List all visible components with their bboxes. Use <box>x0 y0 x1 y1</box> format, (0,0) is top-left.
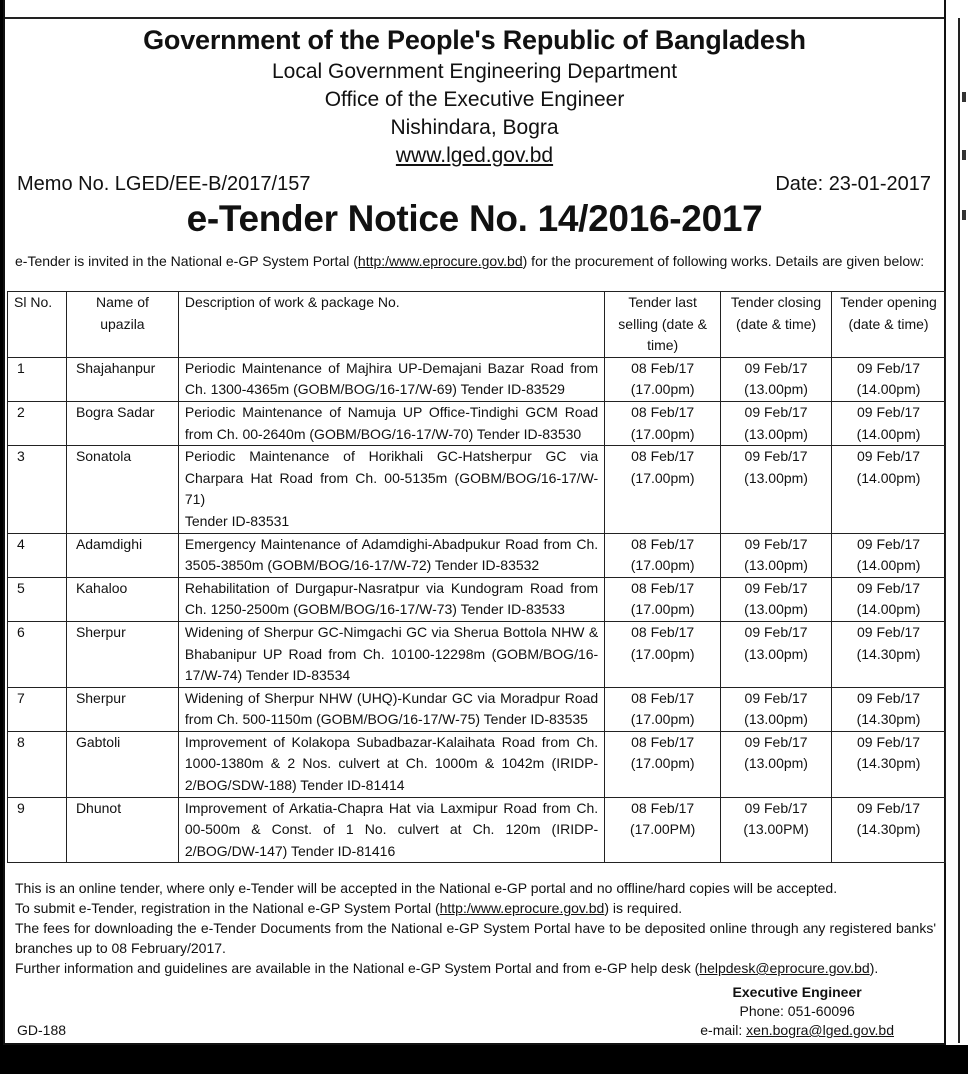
cell-sl: 6 <box>8 621 67 687</box>
table-row <box>8 357 946 401</box>
cell-description: Periodic Maintenance of Namuja UP Office-Tindighi GCM Road from Ch. 00-2640m (GOBM/BOG/16-17/W-70) Tender ID-83530 <box>178 401 604 445</box>
cell-upazila: Shajahanpur <box>66 357 178 401</box>
cell-closing: 09 Feb/17 (13.00pm) <box>721 357 832 401</box>
table-row <box>8 797 946 863</box>
registration-link[interactable]: http:/www.eprocure.gov.bd <box>439 900 605 916</box>
scan-mark <box>962 150 966 160</box>
cell-description: Widening of Sherpur NHW (UHQ)-Kundar GC via Moradpur Road from Ch. 500-1150m (GOBM/BOG/16-17/W-75) Tender ID-83535 <box>178 687 604 731</box>
cell-closing: 09 Feb/17 (13.00pm) <box>721 731 832 797</box>
signatory-email <box>700 1021 894 1040</box>
cell-upazila: Sherpur <box>66 687 178 731</box>
cell-description: Emergency Maintenance of Adamdighi-Abadpukur Road from Ch. 3505-3850m (GOBM/BOG/16-17/W-72) Tender ID-83532 <box>178 533 604 577</box>
cell-sl: 4 <box>8 533 67 577</box>
cell-sl: 9 <box>8 797 67 863</box>
footer-note-online: This is an online tender, where only e-Tender will be accepted in the National e-GP portal and no offline/hard copies will be accepted. <box>15 880 838 896</box>
reference-code: GD-188 <box>17 1022 67 1038</box>
website-link[interactable]: www.lged.gov.bd <box>395 144 554 167</box>
cell-upazila: Bogra Sadar <box>66 401 178 445</box>
table-row <box>8 577 946 621</box>
cell-selling: 08 Feb/17 (17.00pm) <box>605 687 721 731</box>
cell-sl: 7 <box>8 687 67 731</box>
col-header-description: Description of work & package No. <box>178 292 604 358</box>
col-header-upazila: Name of upazila <box>66 292 178 358</box>
cell-description: Rehabilitation of Durgapur-Nasratpur via Kundogram Road from Ch. 1250-2500m (GOBM/BOG/16-17/W-73) Tender ID-83533 <box>178 577 604 621</box>
office-name: Office of the Executive Engineer <box>324 88 625 111</box>
footer-note-text: ) is required. <box>604 900 683 916</box>
table-header-row <box>8 292 946 358</box>
notice-date: Date: 23-01-2017 <box>775 173 931 195</box>
cell-upazila: Dhunot <box>66 797 178 863</box>
cell-description-text: Periodic Maintenance of Horikhali GC-Hatsherpur GC via Charpara Hat Road from Ch. 00-5135m (GOBM/BOG/16-17/W-71) <box>184 448 599 508</box>
helpdesk-email-link[interactable]: helpdesk@eprocure.gov.bd <box>699 960 870 976</box>
cell-opening: 09 Feb/17 (14.00pm) <box>832 533 946 577</box>
intro-text-before: e-Tender is invited in the National e-GP System Portal ( <box>15 253 358 269</box>
table-row <box>8 533 946 577</box>
cell-upazila: Sherpur <box>66 621 178 687</box>
col-header-opening: Tender opening (date & time) <box>832 292 946 358</box>
cell-selling: 08 Feb/17 (17.00pm) <box>605 621 721 687</box>
footer-note-helpdesk <box>15 958 936 978</box>
cell-opening: 09 Feb/17 (14.00pm) <box>832 446 946 533</box>
memo-number: Memo No. LGED/EE-B/2017/157 <box>17 173 311 195</box>
cell-selling: 08 Feb/17 (17.00pm) <box>605 446 721 533</box>
footer-note-text: ). <box>869 960 879 976</box>
cell-sl: 8 <box>8 731 67 797</box>
cell-opening: 09 Feb/17 (14.30pm) <box>832 687 946 731</box>
scan-mark <box>962 210 966 220</box>
cell-closing: 09 Feb/17 (13.00pm) <box>721 446 832 533</box>
cell-sl: 3 <box>8 446 67 533</box>
cell-selling: 08 Feb/17 (17.00pm) <box>605 731 721 797</box>
cell-upazila: Sonatola <box>66 446 178 533</box>
scan-mark <box>962 92 966 102</box>
col-header-sl: Sl No. <box>8 292 67 358</box>
cell-opening: 09 Feb/17 (14.00pm) <box>832 357 946 401</box>
table-row <box>8 687 946 731</box>
cell-sl: 2 <box>8 401 67 445</box>
footer-note-fees: The fees for downloading the e-Tender Documents from the National e-GP System Portal have to be deposited online through any registered banks' branches up to 08 February/2017. <box>15 920 936 956</box>
cell-sl: 1 <box>8 357 67 401</box>
signatory-phone: Phone: 051-60096 <box>739 1003 855 1019</box>
footer-note-registration <box>15 898 936 918</box>
government-name: Government of the People's Republic of Bangladesh <box>143 25 806 55</box>
tender-table <box>7 291 946 863</box>
signatory-email-link[interactable]: xen.bogra@lged.gov.bd <box>746 1022 894 1038</box>
cell-selling: 08 Feb/17 (17.00pm) <box>605 357 721 401</box>
cell-upazila: Adamdighi <box>66 533 178 577</box>
cell-closing: 09 Feb/17 (13.00pm) <box>721 621 832 687</box>
cell-selling: 08 Feb/17 (17.00PM) <box>605 797 721 863</box>
table-row <box>8 621 946 687</box>
office-location: Nishindara, Bogra <box>390 116 559 139</box>
cell-opening: 09 Feb/17 (14.30pm) <box>832 731 946 797</box>
cell-closing: 09 Feb/17 (13.00pm) <box>721 401 832 445</box>
cell-selling: 08 Feb/17 (17.00pm) <box>605 577 721 621</box>
footer-notes <box>15 878 936 978</box>
table-row <box>8 731 946 797</box>
cell-upazila: Kahaloo <box>66 577 178 621</box>
table-row <box>8 446 946 533</box>
cell-description: Periodic Maintenance of Majhira UP-Demajani Bazar Road from Ch. 1300-4365m (GOBM/BOG/16-17/W-69) Tender ID-83529 <box>178 357 604 401</box>
notice-header <box>5 22 944 170</box>
cell-description: Improvement of Arkatia-Chapra Hat via Laxmipur Road from Ch. 00-500m & Const. of 1 No. culvert at Ch. 120m (IRIDP-2/BOG/DW-147) Tender ID-81416 <box>178 797 604 863</box>
tender-notice-page <box>3 0 946 1045</box>
cell-closing: 09 Feb/17 (13.00PM) <box>721 797 832 863</box>
cell-opening: 09 Feb/17 (14.00pm) <box>832 577 946 621</box>
cell-closing: 09 Feb/17 (13.00pm) <box>721 533 832 577</box>
eprocure-link[interactable]: http:/www.eprocure.gov.bd <box>357 253 523 269</box>
cell-description-tender-id: Tender ID-83531 <box>184 512 290 529</box>
cell-closing: 09 Feb/17 (13.00pm) <box>721 687 832 731</box>
scan-edge-strip <box>946 0 968 1045</box>
cell-selling: 08 Feb/17 (17.00pm) <box>605 401 721 445</box>
cell-description <box>178 446 604 533</box>
scan-edge-line <box>958 18 960 1043</box>
department-name: Local Government Engineering Department <box>271 60 678 83</box>
cell-closing: 09 Feb/17 (13.00pm) <box>721 577 832 621</box>
email-label: e-mail: <box>700 1022 747 1038</box>
signature-block <box>700 983 894 1040</box>
intro-text-after: ) for the procurement of following works. Details are given below: <box>522 253 925 269</box>
notice-title: e-Tender Notice No. 14/2016-2017 <box>186 198 763 239</box>
intro-paragraph <box>15 252 936 270</box>
col-header-selling: Tender last selling (date & time) <box>605 292 721 358</box>
cell-sl: 5 <box>8 577 67 621</box>
col-header-closing: Tender closing (date & time) <box>721 292 832 358</box>
cell-opening: 09 Feb/17 (14.00pm) <box>832 401 946 445</box>
footer-note-text: Further information and guidelines are available in the National e-GP System Portal and from e-GP help desk ( <box>15 960 700 976</box>
cell-description: Widening of Sherpur GC-Nimgachi GC via Sherua Bottola NHW & Bhabanipur UP Road from Ch. 10100-12298m (GOBM/BOG/16-17/W-74) Tender ID-83534 <box>178 621 604 687</box>
cell-opening: 09 Feb/17 (14.30pm) <box>832 621 946 687</box>
cell-opening: 09 Feb/17 (14.30pm) <box>832 797 946 863</box>
signatory-designation: Executive Engineer <box>732 984 862 1000</box>
footer-note-text: To submit e-Tender, registration in the National e-GP System Portal ( <box>15 900 440 916</box>
table-row <box>8 401 946 445</box>
cell-upazila: Gabtoli <box>66 731 178 797</box>
cell-description: Improvement of Kolakopa Subadbazar-Kalaihata Road from Ch. 1000-1380m & 2 Nos. culvert at Ch. 1000m & 1042m (IRIDP-2/BOG/SDW-188) Tender ID-81414 <box>178 731 604 797</box>
cell-selling: 08 Feb/17 (17.00pm) <box>605 533 721 577</box>
top-border-line <box>5 17 944 19</box>
